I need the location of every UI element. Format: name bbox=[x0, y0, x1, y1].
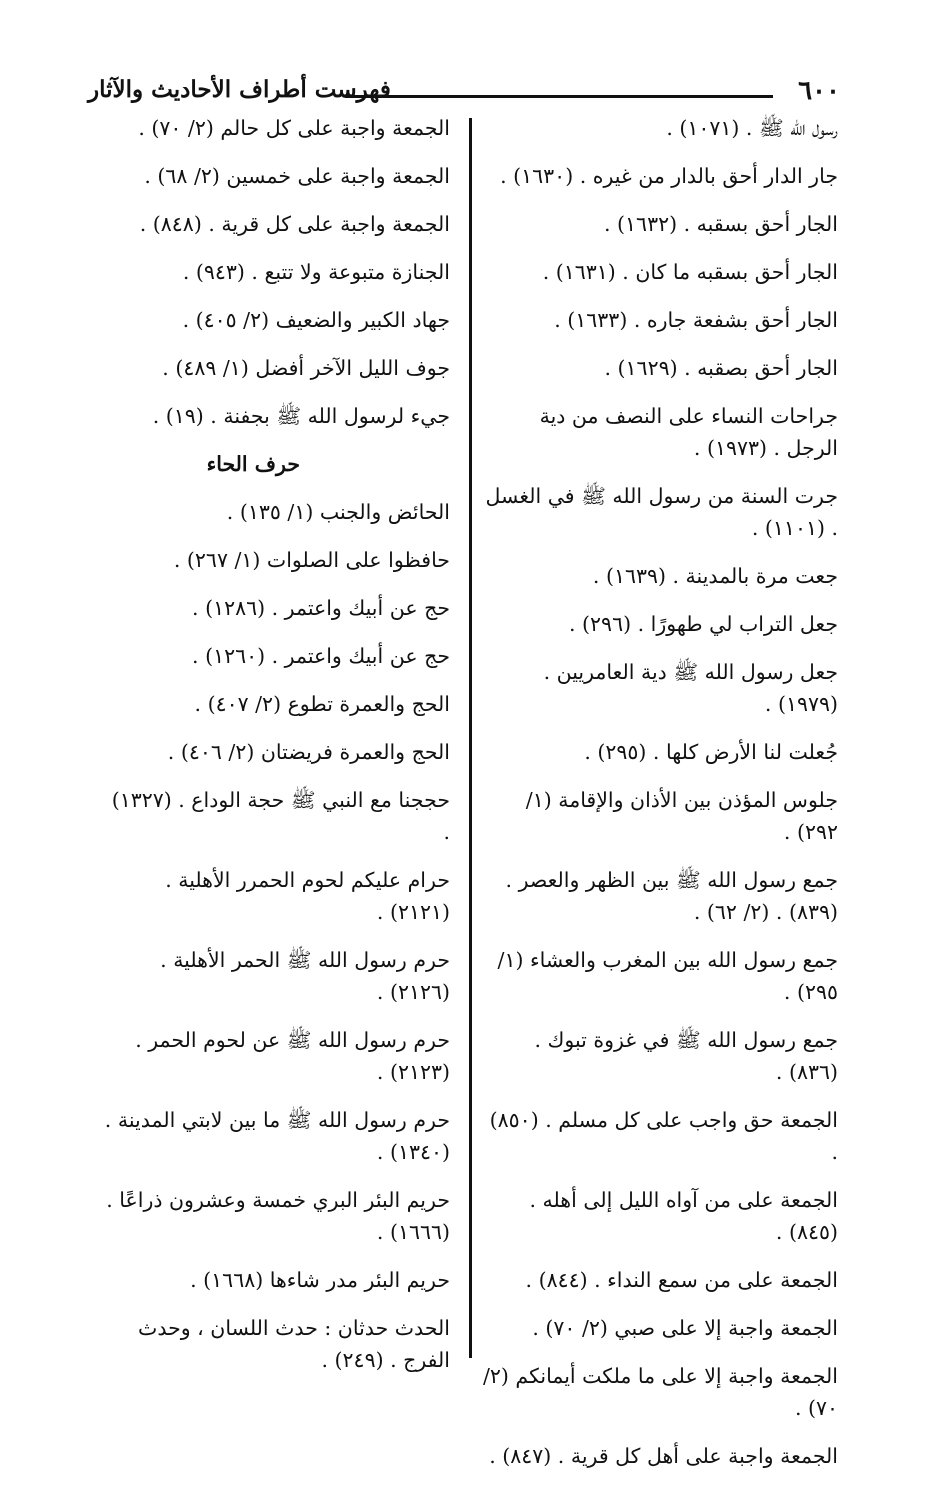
index-entry: حرام عليكم لحوم الحمرر الأهلية . (٢١٢١) . bbox=[165, 868, 450, 924]
index-entry: جلوس المؤذن بين الأذان والإقامة (١/ ٢٩٢) . bbox=[525, 788, 838, 844]
right-column bbox=[483, 112, 838, 1488]
index-entry: الجار أحق بشفعة جاره . (١٦٣٣) . bbox=[554, 308, 838, 332]
index-entry: جراحات النساء على النصف من دية الرجل . (١٩٧٣) . bbox=[539, 404, 838, 460]
index-entry: الجمعة واجبة على كل قرية . (٨٤٨) . bbox=[139, 212, 450, 236]
index-entry: جمع رسول الله ﷺ بين الظهر والعصر . (٨٣٩) . (٢/ ٦٢) . bbox=[505, 868, 838, 924]
running-header-title: فهرست أطراف الأحاديث والآثار bbox=[88, 76, 391, 103]
index-entry: جعل رسول الله ﷺ دية العامريين . (١٩٧٩) . bbox=[543, 660, 838, 716]
index-entry: جمع رسول الله بين المغرب والعشاء (١/ ٢٩٥) . bbox=[497, 948, 838, 1004]
index-entry: جرت السنة من رسول الله ﷺ في الغسل . (١١٠١) . bbox=[485, 484, 838, 540]
column-divider bbox=[469, 118, 472, 1358]
index-entry: رسول الله ﷺ . (١٠٧١) . bbox=[666, 116, 838, 140]
index-entry: الجار أحق بسقبه ما كان . (١٦٣١) . bbox=[542, 260, 838, 284]
index-entry: الحج والعمرة فريضتان (٢/ ٤٠٦) . bbox=[167, 740, 450, 764]
index-entry: الحائض والجنب (١/ ١٣٥) . bbox=[226, 500, 450, 524]
index-entry: جوف الليل الآخر أفضل (١/ ٤٨٩) . bbox=[162, 356, 450, 380]
left-column bbox=[100, 112, 450, 1392]
index-entry: حج عن أبيك واعتمر . (١٢٨٦) . bbox=[192, 596, 450, 620]
index-entry: جهاد الكبير والضعيف (٢/ ٤٠٥) . bbox=[182, 308, 450, 332]
index-entry: الجار أحق بسقبه . (١٦٣٢) . bbox=[604, 212, 838, 236]
index-entry: الجار أحق بصقبه . (١٦٢٩) . bbox=[604, 356, 838, 380]
index-entry: جعت مرة بالمدينة . (١٦٣٩) . bbox=[592, 564, 838, 588]
index-entry: جمع رسول الله ﷺ في غزوة تبوك . (٨٣٦) . bbox=[534, 1028, 838, 1084]
index-entry: حريم البئر مدر شاءها (١٦٦٨) . bbox=[190, 1268, 450, 1292]
index-entry: الجمعة واجبة إلا على ما ملكت أيمانكم (٢/ ٧٠) . bbox=[482, 1364, 838, 1420]
index-entry: الجنازة متبوعة ولا تتبع . (٩٤٣) . bbox=[182, 260, 450, 284]
index-entry: الجمعة على من آواه الليل إلى أهله . (٨٤٥) . bbox=[529, 1188, 838, 1244]
index-entry: جعل التراب لي طهورًا . (٢٩٦) . bbox=[569, 612, 838, 636]
index-entry: الجمعة واجبة على خمسين (٢/ ٦٨) . bbox=[144, 164, 450, 188]
index-entry: الحدث حدثان : حدث اللسان ، وحدث الفرج . (٢٤٩) . bbox=[138, 1316, 450, 1372]
index-entry: جار الدار أحق بالدار من غيره . (١٦٣٠) . bbox=[500, 164, 838, 188]
index-entry: الجمعة واجبة إلا على صبي (٢/ ٧٠) . bbox=[532, 1316, 838, 1340]
index-entry: الجمعة واجبة على كل حالم (٢/ ٧٠) . bbox=[138, 116, 450, 140]
index-entry: الجمعة واجبة على أهل كل قرية . (٨٤٧) . bbox=[489, 1444, 838, 1468]
index-entry: حريم البئر البري خمسة وعشرون ذراعًا . (١٦٦٦) . bbox=[106, 1188, 450, 1244]
index-entry: الحج والعمرة تطوع (٢/ ٤٠٧) . bbox=[194, 692, 450, 716]
index-entry: حرم رسول الله ﷺ ما بين لابتي المدينة . (١٣٤٠) . bbox=[104, 1108, 450, 1164]
index-entry: حرم رسول الله ﷺ عن لحوم الحمر . (٢١٢٣) . bbox=[135, 1028, 450, 1084]
index-entry: حججنا مع النبي ﷺ حجة الوداع . (١٣٢٧) . bbox=[111, 788, 450, 844]
index-entry: حج عن أبيك واعتمر . (١٢٦٠) . bbox=[192, 644, 450, 668]
header-rule bbox=[345, 95, 773, 98]
page-number: ٦٠٠ bbox=[798, 76, 840, 106]
section-heading: حرف الحاء bbox=[206, 452, 300, 476]
index-entry: الجمعة حق واجب على كل مسلم . (٨٥٠) . bbox=[489, 1108, 838, 1164]
index-entry: حرم رسول الله ﷺ الحمر الأهلية . (٢١٢٦) . bbox=[160, 948, 450, 1004]
index-entry: حافظوا على الصلوات (١/ ٢٦٧) . bbox=[173, 548, 450, 572]
index-entry: الجمعة على من سمع النداء . (٨٤٤) . bbox=[525, 1268, 838, 1292]
index-entry: جيء لرسول الله ﷺ بجفنة . (١٩) . bbox=[152, 404, 450, 428]
index-entry: جُعلت لنا الأرض كلها . (٢٩٥) . bbox=[584, 740, 838, 764]
